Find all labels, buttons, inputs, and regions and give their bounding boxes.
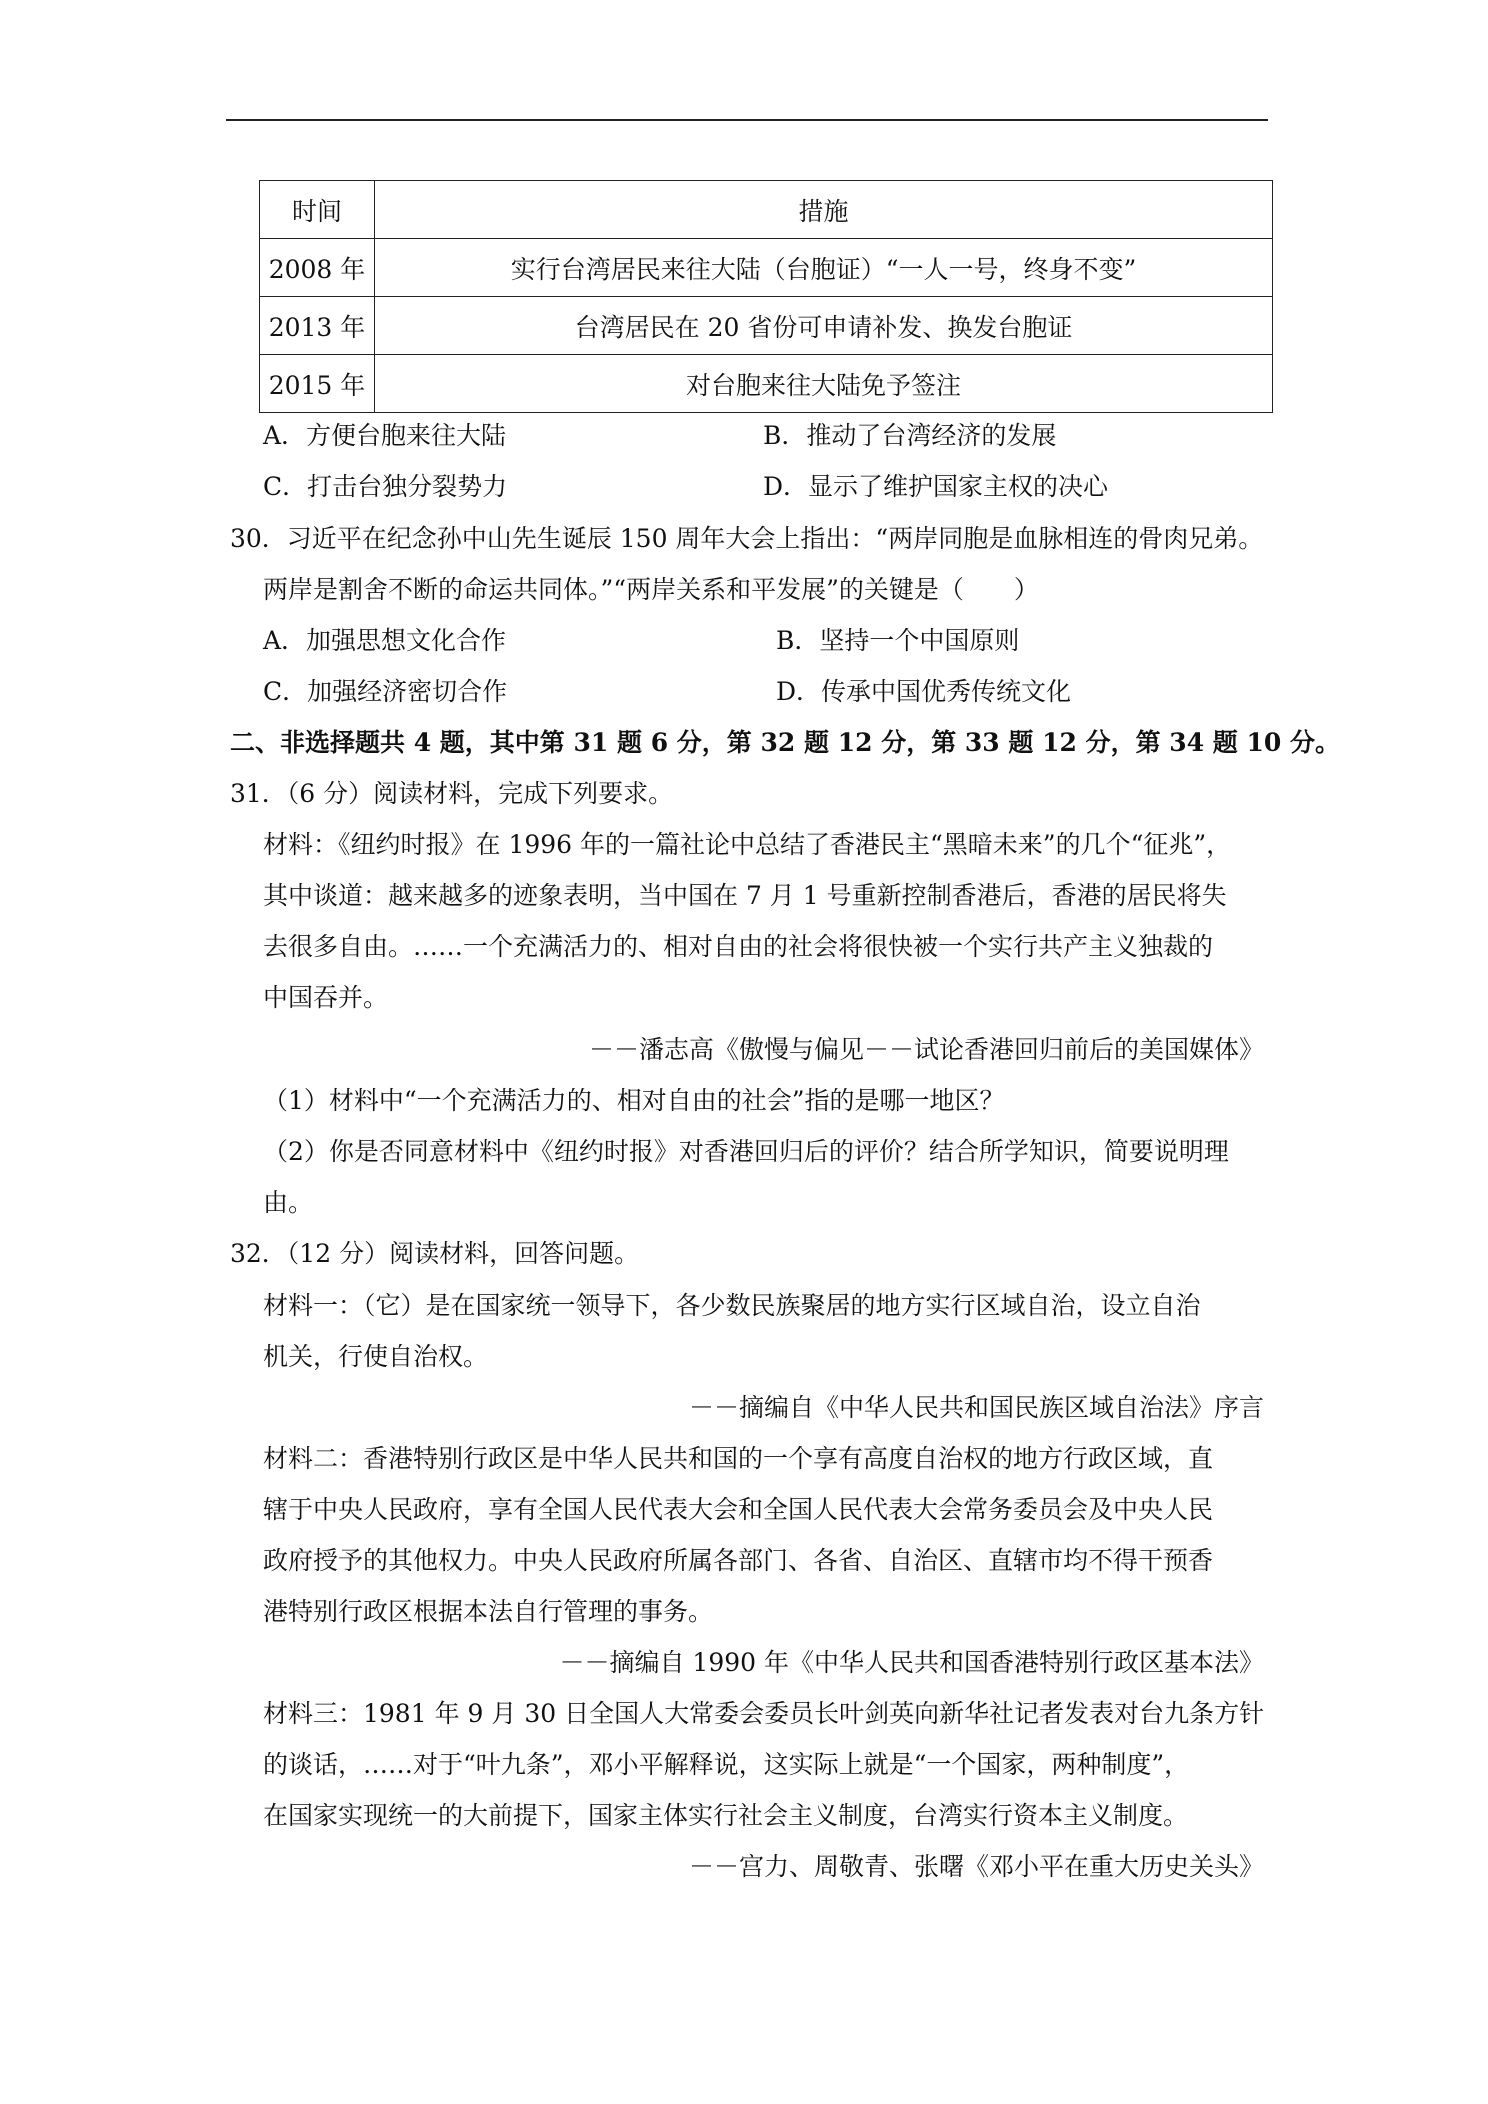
q32-material1-source: －－摘编自《中华人民共和国民族区域自治法》序言 — [688, 1393, 1264, 1422]
q32-material2-source: －－摘编自 1990 年《中华人民共和国香港特别行政区基本法》 — [559, 1648, 1264, 1677]
q31-material-line: 材料：《纽约时报》在 1996 年的一篇社论中总结了香港民主“黑暗未来”的几个“征兆”， — [263, 830, 1232, 859]
header-measure: 措施 — [375, 181, 1273, 239]
q32-material3-line: 的谈话，……对于“叶九条”，邓小平解释说，这实际上就是“一个国家，两种制度”， — [263, 1750, 1190, 1779]
q32-material3-line: 材料三：1981 年 9 月 30 日全国人大常委会委员长叶剑英向新华社记者发表对台九条方针 — [263, 1699, 1265, 1728]
q30-option-b: B．坚持一个中国原则 — [776, 626, 1020, 655]
row-year: 2015 年 — [260, 355, 375, 413]
q32-material2-line: 辖于中央人民政府，享有全国人民代表大会和全国人民代表大会常务委员会及中央人民 — [263, 1495, 1214, 1524]
row-measure: 对台胞来往大陆免予签注 — [375, 355, 1273, 413]
header-time: 时间 — [260, 181, 375, 239]
q32-stem: 32．（12 分）阅读材料，回答问题。 — [230, 1239, 640, 1268]
q29-option-d: D．显示了维护国家主权的决心 — [763, 472, 1109, 501]
q30-option-c: C．加强经济密切合作 — [263, 677, 508, 706]
row-year: 2008 年 — [260, 239, 375, 297]
q30-option-a: A．加强思想文化合作 — [263, 626, 507, 655]
q31-material-line: 去很多自由。……一个充满活力的、相对自由的社会将很快被一个实行共产主义独裁的 — [263, 932, 1214, 961]
table-header-row — [260, 181, 1273, 239]
q32-material2-line: 港特别行政区根据本法自行管理的事务。 — [263, 1597, 714, 1626]
row-measure: 台湾居民在 20 省份可申请补发、换发台胞证 — [375, 297, 1273, 355]
section2-title: 二、非选择题共 4 题，其中第 31 题 6 分，第 32 题 12 分，第 33 题 12 分，第 34 题 10 分。 — [230, 728, 1340, 757]
q31-stem: 31．（6 分）阅读材料，完成下列要求。 — [230, 779, 674, 808]
q30-stem-line2: 两岸是割舍不断的命运共同体。”“两岸关系和平发展”的关键是（ ） — [263, 575, 1039, 604]
q31-sub2-line2: 由。 — [263, 1188, 314, 1217]
q31-sub2-line1: （2）你是否同意材料中《纽约时报》对香港回归后的评价？结合所学知识，简要说明理 — [263, 1137, 1229, 1166]
q32-material3-line: 在国家实现统一的大前提下，国家主体实行社会主义制度，台湾实行资本主义制度。 — [263, 1801, 1189, 1830]
q32-material1-line: 机关，行使自治权。 — [263, 1342, 489, 1371]
table-row — [260, 239, 1273, 297]
q31-material-line: 其中谈道：越来越多的迹象表明，当中国在 7 月 1 号重新控制香港后，香港的居民将失 — [263, 881, 1227, 910]
table-row — [260, 355, 1273, 413]
q31-sub1: （1）材料中“一个充满活力的、相对自由的社会”指的是哪一地区？ — [263, 1086, 1005, 1115]
q29-option-a: A．方便台胞来往大陆 — [263, 421, 507, 450]
q31-source: －－潘志高《傲慢与偏见－－试论香港回归前后的美国媒体》 — [588, 1035, 1264, 1064]
q32-material2-line: 材料二：香港特别行政区是中华人民共和国的一个享有高度自治权的地方行政区域，直 — [263, 1444, 1214, 1473]
q32-material3-source: －－宫力、周敬青、张曙《邓小平在重大历史关头》 — [688, 1852, 1264, 1881]
table-row — [260, 297, 1273, 355]
measures-table — [259, 180, 1273, 413]
header-rule — [226, 119, 1268, 121]
q32-material2-line: 政府授予的其他权力。中央人民政府所属各部门、各省、自治区、直辖市均不得干预香 — [263, 1546, 1214, 1575]
q30-stem-line1: 30．习近平在纪念孙中山先生诞辰 150 周年大会上指出：“两岸同胞是血脉相连的骨肉兄弟。 — [230, 524, 1264, 553]
row-year: 2013 年 — [260, 297, 375, 355]
q32-material1-line: 材料一：（它）是在国家统一领导下，各少数民族聚居的地方实行区域自治，设立自治 — [263, 1291, 1201, 1320]
q29-option-c: C．打击台独分裂势力 — [263, 472, 508, 501]
q31-material-line: 中国吞并。 — [263, 983, 389, 1012]
row-measure: 实行台湾居民来往大陆（台胞证）“一人一号，终身不变” — [375, 239, 1273, 297]
q30-option-d: D．传承中国优秀传统文化 — [776, 677, 1072, 706]
q29-option-b: B．推动了台湾经济的发展 — [763, 421, 1057, 450]
